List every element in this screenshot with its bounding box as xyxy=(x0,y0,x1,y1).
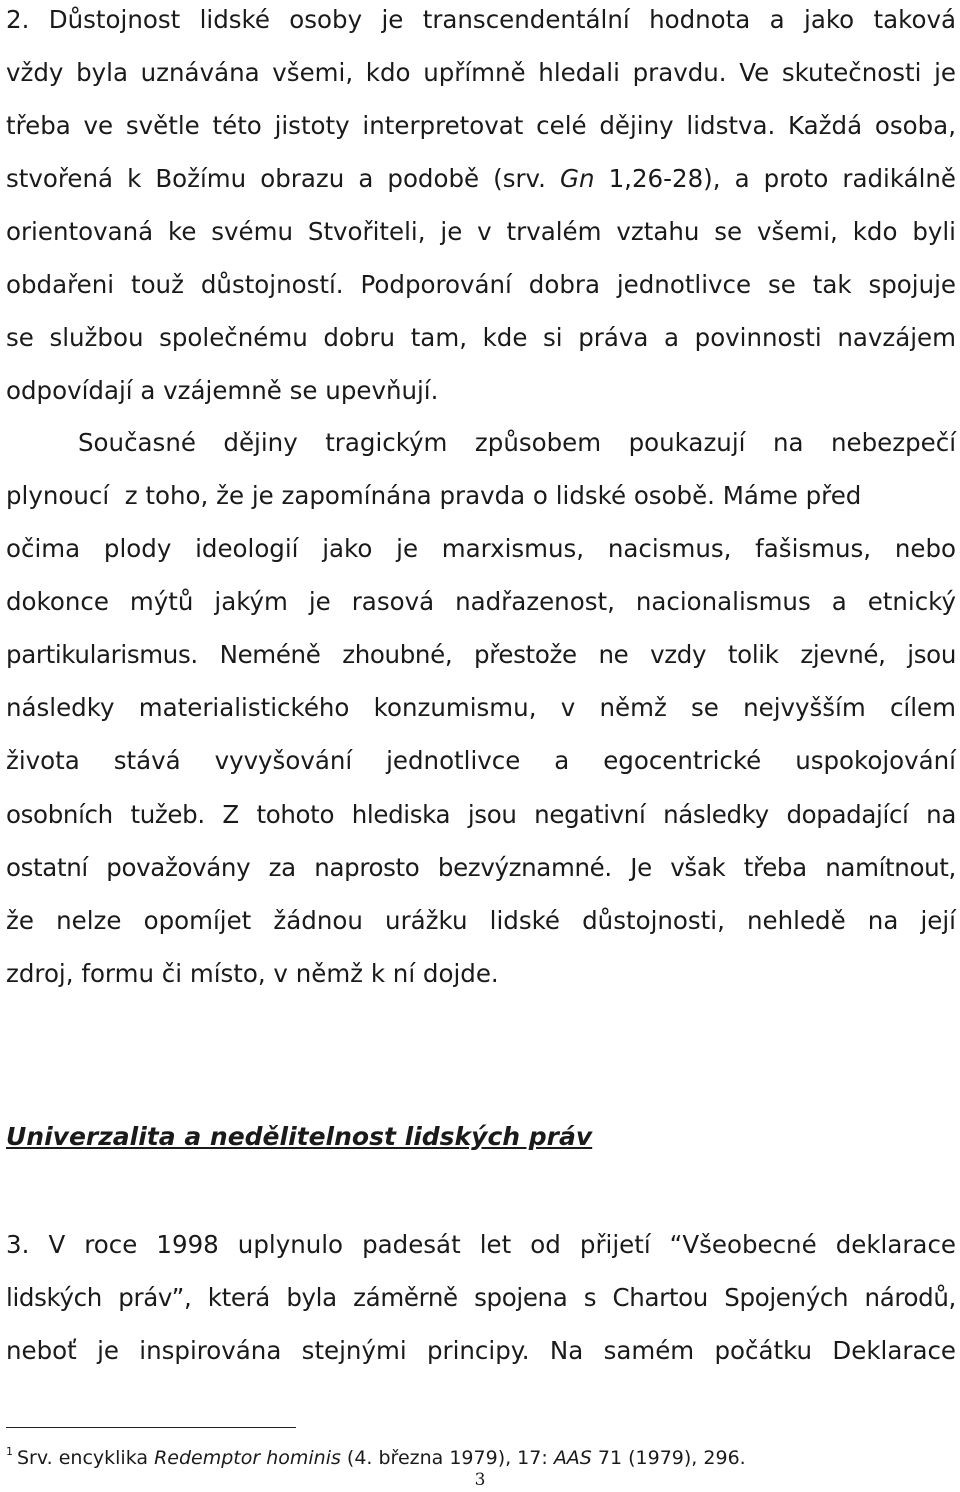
section-2-line-5: orientovaná ke svému Stvořiteli, je v trvalém vztahu se všemi, kdo byli xyxy=(6,217,956,246)
section-3-line-1: 3. V roce 1998 uplynulo padesát let od přijetí “Všeobecné deklarace xyxy=(6,1230,956,1259)
section-2-line-3: třeba ve světle této jistoty interpretovat celé dějiny lidstva. Každá osoba, xyxy=(6,111,956,140)
para-2-line-2: plynoucí z toho, že je zapomínána pravda o lidské osobě. Máme před xyxy=(6,481,862,510)
para-2-line-1: Současné dějiny tragickým způsobem poukazují na nebezpečí xyxy=(78,428,956,457)
para-2-line-6: následky materialistického konzumismu, v němž se nejvyšším cílem xyxy=(6,693,956,722)
para-2-line-5: partikularismus. Neméně zhoubné, přestože ne vzdy tolik zjevné, jsou xyxy=(6,640,956,669)
para-2-line-4: dokonce mýtů jakým je rasová nadřazenost, nacionalismus a etnický xyxy=(6,587,956,616)
section-2-line-2: vždy byla uznávána všemi, kdo upřímně hledali pravdu. Ve skutečnosti je xyxy=(6,58,956,87)
para-2-line-7: života stává vyvyšování jednotlivce a egocentrické uspokojování xyxy=(6,746,956,775)
section-2-line-1: 2. Důstojnost lidské osoby je transcendentální hodnota a jako taková xyxy=(6,5,956,34)
section-2-line-8: odpovídají a vzájemně se upevňují. xyxy=(6,376,439,405)
para-2-line-3: očima plody ideologií jako je marxismus, nacismus, fašismus, nebo xyxy=(6,534,956,563)
section-3-line-2: lidských práv”, která byla záměrně spojena s Chartou Spojených národů, xyxy=(6,1283,956,1312)
section-2-line-4 xyxy=(6,152,956,206)
footnote-text: Srv. encyklika xyxy=(17,1447,155,1469)
line-text: 1,26-28), a proto radikálně xyxy=(594,164,957,193)
footnote-marker: 1 xyxy=(6,1445,13,1458)
bible-reference: Gn xyxy=(560,164,595,193)
footnote-title: Redemptor hominis xyxy=(154,1447,341,1469)
section-3-line-3: neboť je inspirována stejnými principy. Na samém počátku Deklarace xyxy=(6,1336,956,1365)
footnote-separator xyxy=(6,1427,296,1428)
para-2-line-8: osobních tužeb. Z tohoto hlediska jsou negativní následky dopadající na xyxy=(6,800,956,829)
para-2-line-9: ostatní považovány za naprosto bezvýznamné. Je však třeba namítnout, xyxy=(6,853,956,882)
para-2-line-10: že nelze opomíjet žádnou urážku lidské důstojnosti, nehledě na její xyxy=(6,906,956,935)
footnote-text: 71 (1979), 296. xyxy=(591,1447,746,1469)
footnote-text: (4. března 1979), 17: xyxy=(340,1447,554,1469)
section-2-line-7: se službou společnému dobru tam, kde si práva a povinnosti navzájem xyxy=(6,323,956,352)
footnote xyxy=(6,1438,746,1472)
page-number: 3 xyxy=(474,1470,486,1490)
section-2-line-6: obdařeni touž důstojností. Podporování dobra jednotlivce se tak spojuje xyxy=(6,270,956,299)
para-2-line-11: zdroj, formu či místo, v němž k ní dojde. xyxy=(6,959,499,988)
section-heading: Univerzalita a nedělitelnost lidských práv xyxy=(6,1122,593,1151)
footnote-abbreviation: AAS xyxy=(553,1447,592,1469)
line-text: stvořená k Božímu obrazu a podobě (srv. xyxy=(6,164,561,193)
